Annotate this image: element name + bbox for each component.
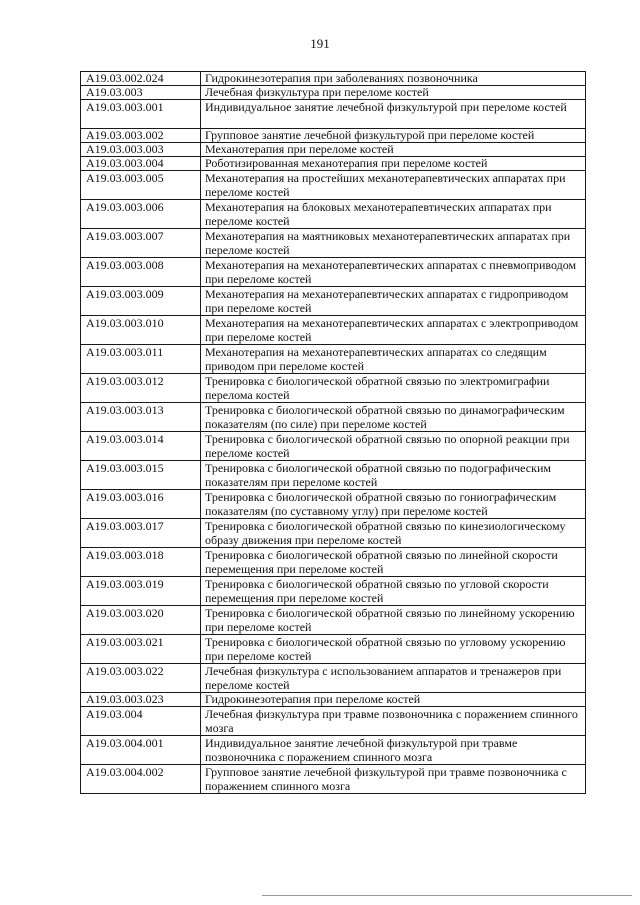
service-name: Механотерапия при переломе костей (201, 143, 586, 157)
service-code: A19.03.004.002 (81, 765, 201, 794)
table-row (81, 707, 586, 736)
service-name: Тренировка с биологической обратной связью по кинезиологическому образу движения при переломе костей (201, 519, 586, 548)
table-row (81, 374, 586, 403)
table-row (81, 577, 586, 606)
service-name: Тренировка с биологической обратной связью по гониографическим показателям (по суставному углу) при переломе костей (201, 490, 586, 519)
table-row (81, 664, 586, 693)
service-code: A19.03.003.007 (81, 229, 201, 258)
service-name: Тренировка с биологической обратной связью по угловой скорости перемещения при переломе костей (201, 577, 586, 606)
table-row (81, 606, 586, 635)
table-row (81, 143, 586, 157)
service-name: Групповое занятие лечебной физкультурой при травме позвоночника с поражением спинного мозга (201, 765, 586, 794)
table-row (81, 461, 586, 490)
service-code: A19.03.003.006 (81, 200, 201, 229)
service-name: Механотерапия на механотерапевтических аппаратах с электроприводом при переломе костей (201, 316, 586, 345)
table-row (81, 693, 586, 707)
service-name: Лечебная физкультура при травме позвоночника с поражением спинного мозга (201, 707, 586, 736)
service-name: Тренировка с биологической обратной связью по подографическим показателям при переломе костей (201, 461, 586, 490)
service-name: Тренировка с биологической обратной связью по динамографическим показателям (по силе) при переломе костей (201, 403, 586, 432)
table-row (81, 548, 586, 577)
services-table-body (81, 72, 586, 794)
scan-edge-divider (262, 895, 632, 896)
table-row (81, 72, 586, 86)
service-code: A19.03.003.012 (81, 374, 201, 403)
service-code: A19.03.003.008 (81, 258, 201, 287)
table-row (81, 432, 586, 461)
service-name: Лечебная физкультура с использованием аппаратов и тренажеров при переломе костей (201, 664, 586, 693)
table-row (81, 100, 586, 129)
table-row (81, 200, 586, 229)
table-row (81, 519, 586, 548)
service-code: A19.03.003.021 (81, 635, 201, 664)
table-row (81, 765, 586, 794)
service-code: A19.03.003.010 (81, 316, 201, 345)
service-name: Групповое занятие лечебной физкультурой при переломе костей (201, 129, 586, 143)
service-name: Тренировка с биологической обратной связью по опорной реакции при переломе костей (201, 432, 586, 461)
service-code: A19.03.003.018 (81, 548, 201, 577)
service-name: Механотерапия на механотерапевтических аппаратах со следящим приводом при переломе костей (201, 345, 586, 374)
service-code: A19.03.003.023 (81, 693, 201, 707)
service-name: Механотерапия на простейших механотерапевтических аппаратах при переломе костей (201, 171, 586, 200)
service-name: Лечебная физкультура при переломе костей (201, 86, 586, 100)
service-name: Гидрокинезотерапия при переломе костей (201, 693, 586, 707)
table-row (81, 316, 586, 345)
service-name: Тренировка с биологической обратной связью по электромиграфии перелома костей (201, 374, 586, 403)
services-table (80, 71, 586, 794)
service-code: A19.03.003.019 (81, 577, 201, 606)
service-code: A19.03.003.022 (81, 664, 201, 693)
services-table-container (80, 71, 585, 794)
service-code: A19.03.003.013 (81, 403, 201, 432)
service-code: A19.03.003.001 (81, 100, 201, 129)
service-code: A19.03.003.020 (81, 606, 201, 635)
table-row (81, 345, 586, 374)
page-number: 191 (310, 36, 330, 51)
service-code: A19.03.003.015 (81, 461, 201, 490)
service-code: A19.03.003.002 (81, 129, 201, 143)
service-name: Механотерапия на механотерапевтических аппаратах с пневмоприводом при переломе костей (201, 258, 586, 287)
service-name: Гидрокинезотерапия при заболеваниях позвоночника (201, 72, 586, 86)
table-row (81, 287, 586, 316)
service-name: Индивидуальное занятие лечебной физкультурой при переломе костей (201, 100, 586, 129)
service-code: A19.03.003.017 (81, 519, 201, 548)
service-code: A19.03.003.016 (81, 490, 201, 519)
table-row (81, 157, 586, 171)
table-row (81, 736, 586, 765)
service-code: A19.03.002.024 (81, 72, 201, 86)
service-code: A19.03.003.014 (81, 432, 201, 461)
service-code: A19.03.004.001 (81, 736, 201, 765)
table-row (81, 171, 586, 200)
table-row (81, 229, 586, 258)
service-code: A19.03.003.003 (81, 143, 201, 157)
table-row (81, 129, 586, 143)
service-name: Тренировка с биологической обратной связью по линейной скорости перемещения при переломе костей (201, 548, 586, 577)
service-code: A19.03.003.009 (81, 287, 201, 316)
service-code: A19.03.003.005 (81, 171, 201, 200)
table-row (81, 86, 586, 100)
table-row (81, 635, 586, 664)
service-name: Тренировка с биологической обратной связью по линейному ускорению при переломе костей (201, 606, 586, 635)
table-row (81, 490, 586, 519)
service-name: Механотерапия на блоковых механотерапевтических аппаратах при переломе костей (201, 200, 586, 229)
service-name: Механотерапия на маятниковых механотерапевтических аппаратах при переломе костей (201, 229, 586, 258)
service-code: A19.03.003 (81, 86, 201, 100)
service-name: Индивидуальное занятие лечебной физкультурой при травме позвоночника с поражением спинного мозга (201, 736, 586, 765)
service-code: A19.03.003.011 (81, 345, 201, 374)
service-code: A19.03.003.004 (81, 157, 201, 171)
service-name: Механотерапия на механотерапевтических аппаратах с гидроприводом при переломе костей (201, 287, 586, 316)
table-row (81, 258, 586, 287)
service-code: A19.03.004 (81, 707, 201, 736)
table-row (81, 403, 586, 432)
service-name: Роботизированная механотерапия при переломе костей (201, 157, 586, 171)
service-name: Тренировка с биологической обратной связью по угловому ускорению при переломе костей (201, 635, 586, 664)
